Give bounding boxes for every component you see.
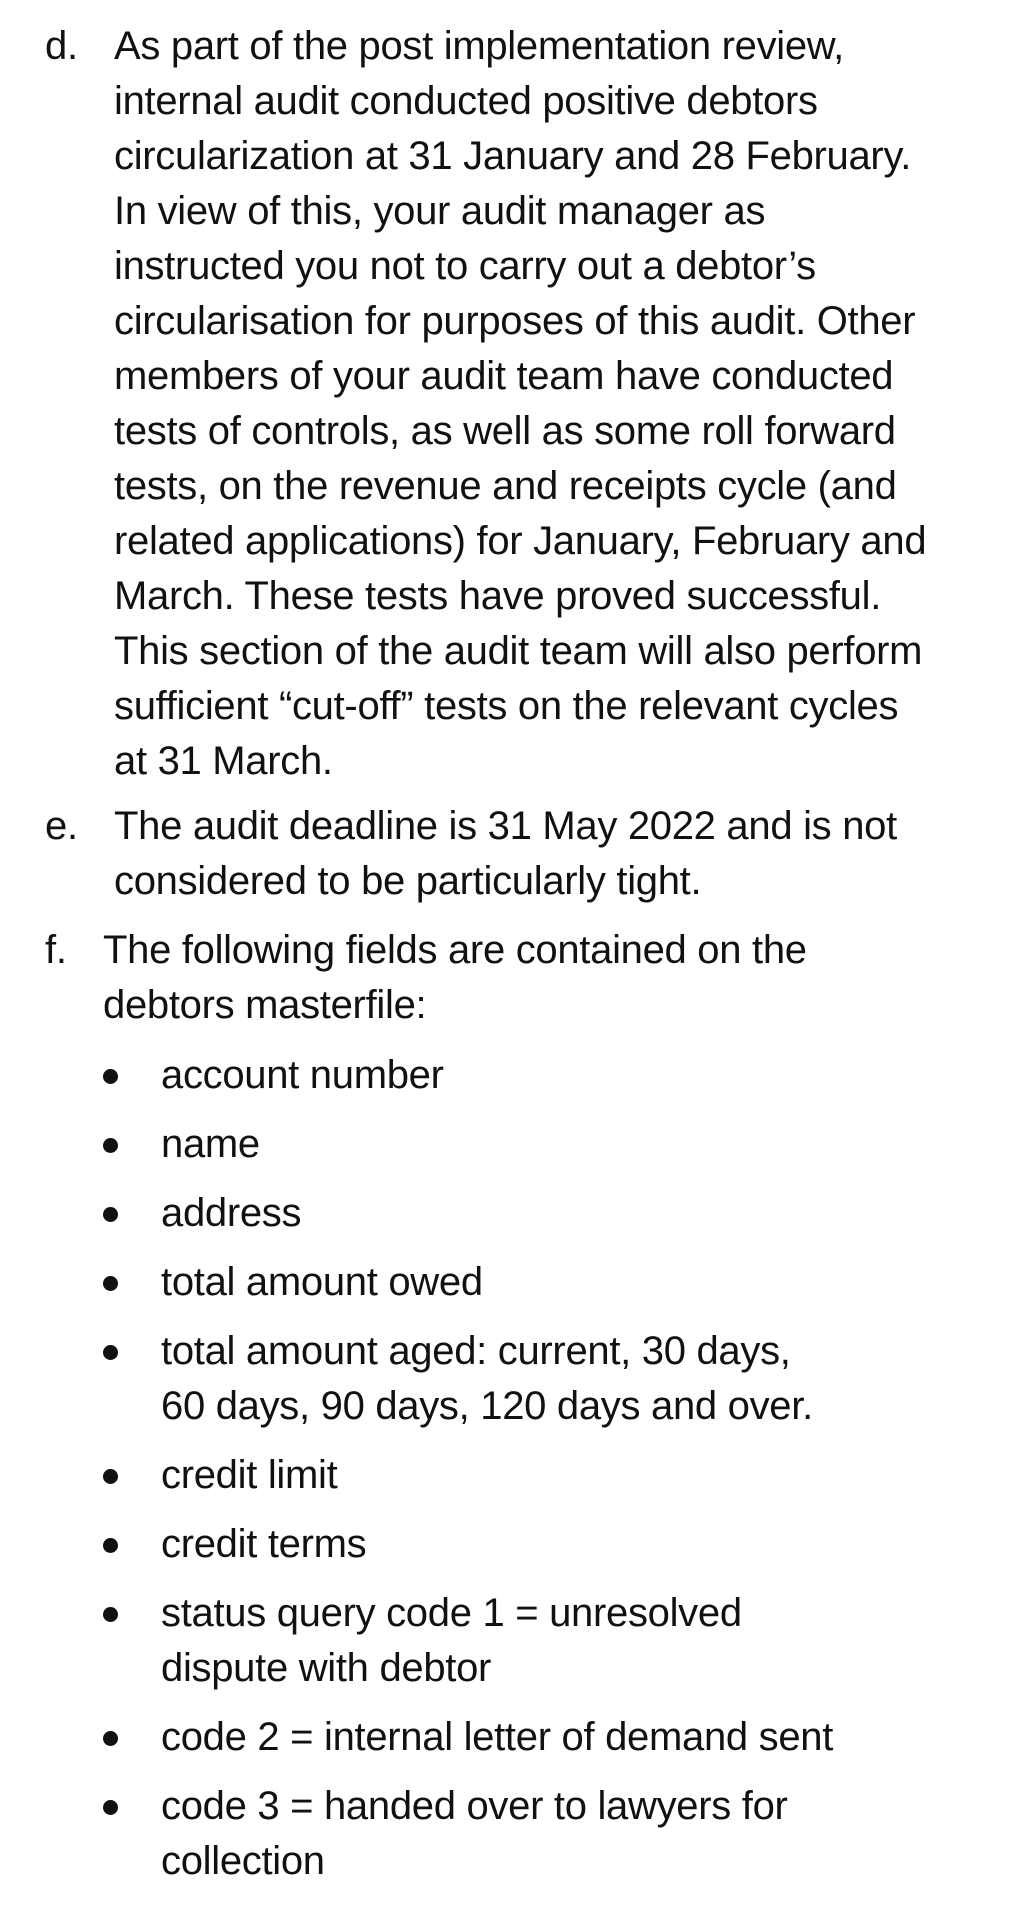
text-line: account number	[161, 1053, 444, 1097]
text-line: credit terms	[161, 1522, 367, 1566]
bullet-icon	[103, 1069, 118, 1084]
bullet-icon	[103, 1345, 118, 1360]
item-marker-e: e.	[45, 804, 78, 848]
text-line: related applications) for January, February and	[114, 519, 927, 563]
text-line: name	[161, 1122, 260, 1166]
bullet-icon	[103, 1276, 118, 1291]
text-line: The audit deadline is 31 May 2022 and is not	[114, 804, 897, 848]
text-line: tests, on the revenue and receipts cycle (and	[114, 464, 897, 508]
text-line: debtors masterfile:	[103, 983, 427, 1027]
text-line: circularization at 31 January and 28 February.	[114, 134, 912, 178]
text-line: at 31 March.	[114, 739, 333, 783]
bullet-icon	[103, 1607, 118, 1622]
item-marker-d: d.	[45, 24, 78, 68]
text-line: March. These tests have proved successful.	[114, 574, 882, 618]
text-line: collection	[161, 1839, 325, 1883]
item-marker-f: f.	[45, 928, 67, 972]
item-text-d	[114, 19, 926, 789]
text-line: members of your audit team have conducted	[114, 354, 894, 398]
text-line: total amount aged: current, 30 days,	[161, 1329, 791, 1373]
item-text-f	[103, 923, 807, 1033]
bullet-text	[161, 1324, 813, 1434]
bullet-icon	[103, 1138, 118, 1153]
item-text-e	[114, 799, 897, 909]
text-line: credit limit	[161, 1453, 338, 1497]
text-line: tests of controls, as well as some roll forward	[114, 409, 896, 453]
bullet-text	[161, 1710, 833, 1765]
bullet-icon	[103, 1538, 118, 1553]
text-line: code 3 = handed over to lawyers for	[161, 1784, 788, 1828]
bullet-text	[161, 1048, 444, 1103]
bullet-text	[161, 1779, 788, 1889]
text-line: considered to be particularly tight.	[114, 859, 702, 903]
bullet-text	[161, 1186, 301, 1241]
text-line: circularisation for purposes of this audit. Other	[114, 299, 916, 343]
text-line: status query code 1 = unresolved	[161, 1591, 742, 1635]
text-line: This section of the audit team will also perform	[114, 629, 923, 673]
text-line: sufficient “cut-off” tests on the relevant cycles	[114, 684, 899, 728]
text-line: 60 days, 90 days, 120 days and over.	[161, 1384, 813, 1428]
text-line: In view of this, your audit manager as	[114, 189, 766, 233]
text-line: The following fields are contained on the	[103, 928, 807, 972]
bullet-text	[161, 1517, 366, 1572]
text-line: dispute with debtor	[161, 1646, 492, 1690]
text-line: As part of the post implementation review,	[114, 24, 844, 68]
bullet-text	[161, 1255, 483, 1310]
bullet-text	[161, 1448, 337, 1503]
text-line: address	[161, 1191, 302, 1235]
bullet-icon	[103, 1207, 118, 1222]
text-line: total amount owed	[161, 1260, 483, 1304]
text-line: instructed you not to carry out a debtor’s	[114, 244, 816, 288]
bullet-icon	[103, 1469, 118, 1484]
bullet-icon	[103, 1800, 118, 1815]
text-line: internal audit conducted positive debtors	[114, 79, 818, 123]
bullet-text	[161, 1117, 260, 1172]
text-line: code 2 = internal letter of demand sent	[161, 1715, 834, 1759]
bullet-icon	[103, 1731, 118, 1746]
bullet-text	[161, 1586, 742, 1696]
